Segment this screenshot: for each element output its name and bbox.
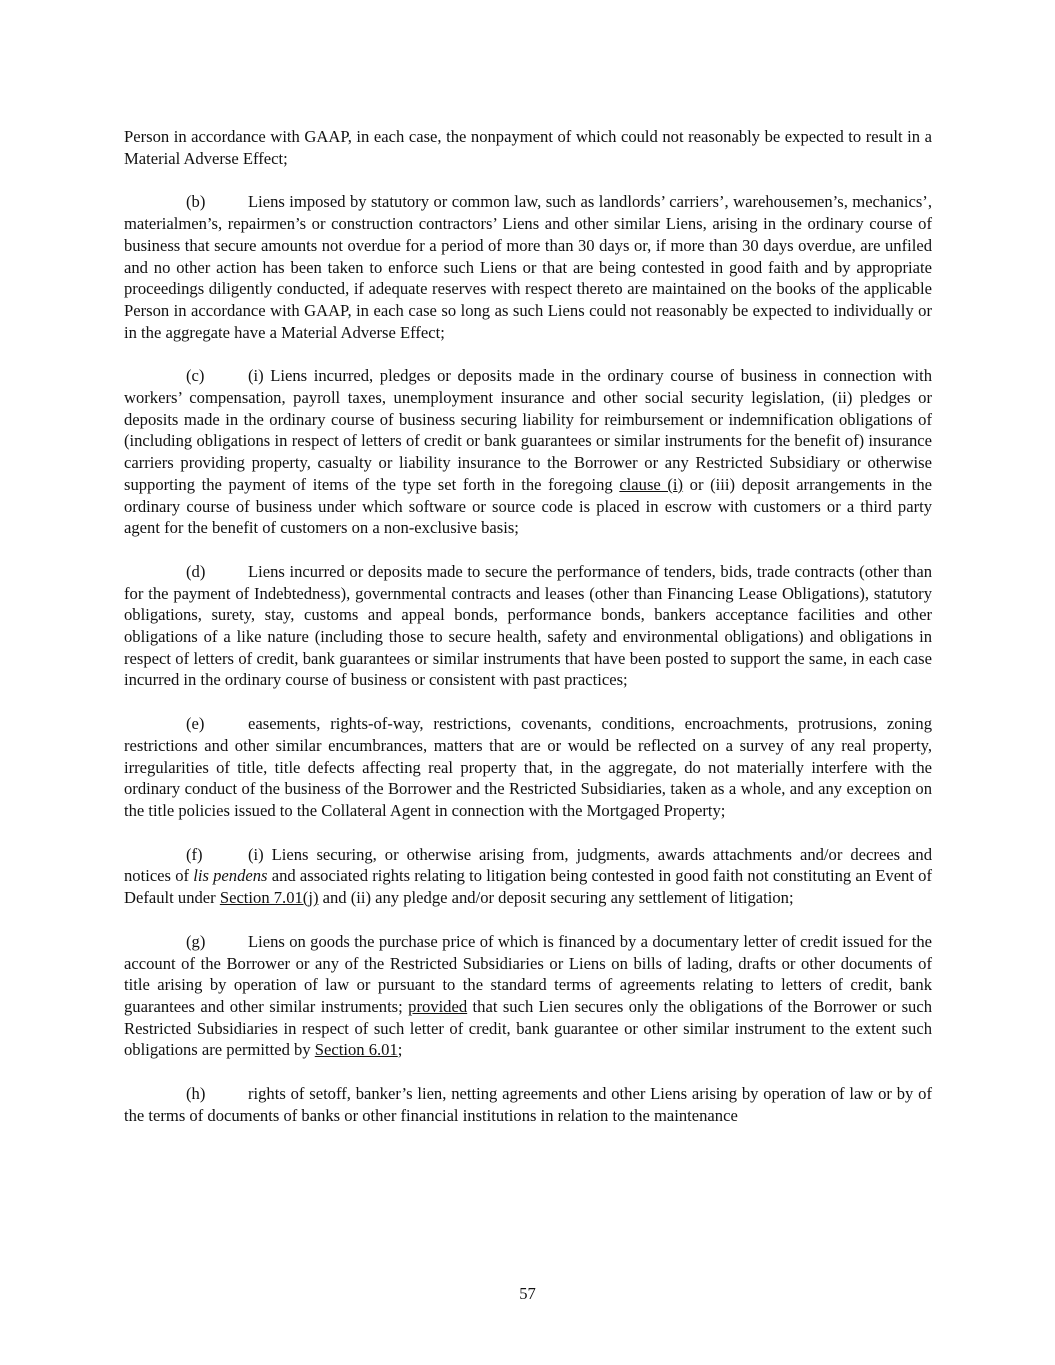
clause-text: rights of setoff, banker’s lien, netting agreements and other Liens arising by operation of law or by of the terms of documents of banks or other financial institutions in relation to the maintenance xyxy=(124,1084,932,1125)
clause-reference: clause (i) xyxy=(619,474,684,494)
clause-text: that such Lien secures only the obligations of the Borrower or such Restricted Subsidiaries in respect of such letter of credit, bank guarantee or other similar instrument to the extent such obligations are permitted by xyxy=(124,996,932,1060)
clause-b xyxy=(124,191,932,343)
clause-text: and (ii) any pledge and/or deposit securing any settlement of litigation; xyxy=(318,888,794,908)
clause-text: Liens imposed by statutory or common law, such as landlords’ carriers’, warehousemen’s, mechanics’, materialmen’s, repairmen’s or construction contractors’ Liens and other similar Liens, arising in the ordinary course of business that secure amounts not overdue for a period of more than 30 days or, if more than 30 days overdue, are unfiled and no other action has been taken to enforce such Liens or that are being contested in good faith and by appropriate proceedings diligently conducted, if adequate reserves with respect thereto are maintained on the books of the applicable Person in accordance with GAAP, in each case so long as such Liens could not reasonably be expected to individually or in the aggregate have a Material Adverse Effect; xyxy=(124,192,932,342)
clause-d xyxy=(124,561,932,691)
clause-label: (e) xyxy=(186,714,205,734)
clause-text: ; xyxy=(397,1040,403,1060)
clause-text: Liens incurred or deposits made to secure the performance of tenders, bids, trade contracts (other than for the payment of Indebtedness), governmental contracts and leases (other than Financing Lease Obligations), statutory obligations, surety, stay, customs and appeal bonds, performance bonds, bankers acceptance facilities and other obligations of a like nature (including those to secure health, safety and environmental obligations) and obligations in respect of letters of credit, bank guarantees or similar instruments that have been posted to support the same, in each case incurred in the ordinary course of business or consistent with past practices; xyxy=(124,561,932,690)
clause-text: Liens on goods the purchase price of which is financed by a documentary letter of credit issued for the account of the Borrower or any of the Restricted Subsidiaries or Liens on bills of lading, drafts or other documents of title arising by operation of law or pursuant to the standard terms of agreements relating to letters of credit, bank guarantees and other similar instruments; xyxy=(124,931,932,1016)
clause-text: easements, rights-of-way, restrictions, covenants, conditions, encroachments, protrusions, zoning restrictions and other similar encumbrances, matters that are or would be reflected on a survey of any real property, irregularities of title, title defects affecting real property that, in the aggregate, do not materially interfere with the ordinary conduct of the business of the Borrower and the Restricted Subsidiaries, taken as a whole, and any exception on the title policies issued to the Collateral Agent in connection with the Mortgaged Property; xyxy=(124,714,932,820)
clause-f xyxy=(124,844,932,909)
clause-h xyxy=(124,1083,932,1126)
clause-text: and associated rights relating to litigation being contested in good faith not constituting an Event of Default under xyxy=(124,866,932,908)
clause-label: (b) xyxy=(186,192,206,212)
clause-text: (i) Liens securing, or otherwise arising from, judgments, awards attachments and/or decrees and notices of xyxy=(124,844,932,886)
clause-text: (i) Liens incurred, pledges or deposits made in the ordinary course of business in connection with workers’ compensation, payroll taxes, unemployment insurance and other social security legislation, (ii) pledges or deposits made in the ordinary course of business securing liability for reimbursement or indemnification obligations of (including obligations in respect of letters of credit or bank guarantees or similar instruments for the benefit of) insurance carriers providing property, casualty or liability insurance to the Borrower or any Restricted Subsidiary or otherwise supporting the payment of items of the type set forth in the foregoing xyxy=(124,366,932,494)
clause-text: or (iii) deposit arrangements in the ordinary course of business under which software or source code is placed in escrow with customers or a third party agent for the benefit of customers on a non-exclusive basis; xyxy=(124,474,932,538)
clause-label: (c) xyxy=(186,366,205,386)
italic-term: lis pendens xyxy=(193,866,268,886)
clause-reference: Section 7.01(j) xyxy=(219,888,319,908)
clause-g xyxy=(124,931,932,1061)
clause-c xyxy=(124,365,932,539)
continuation-paragraph: Person in accordance with GAAP, in each case, the nonpayment of which could not reasonably be expected to result in a Material Adverse Effect; xyxy=(124,127,932,168)
clause-label: (d) xyxy=(186,561,206,581)
clause-reference: provided xyxy=(408,996,468,1016)
page-number: 57 xyxy=(519,1284,536,1303)
clause-e xyxy=(124,713,932,822)
clause-label: (h) xyxy=(186,1084,206,1104)
clause-label: (g) xyxy=(186,931,206,951)
clause-label: (f) xyxy=(186,844,203,864)
document-body xyxy=(124,126,932,1148)
clause-reference: Section 6.01 xyxy=(314,1040,398,1060)
